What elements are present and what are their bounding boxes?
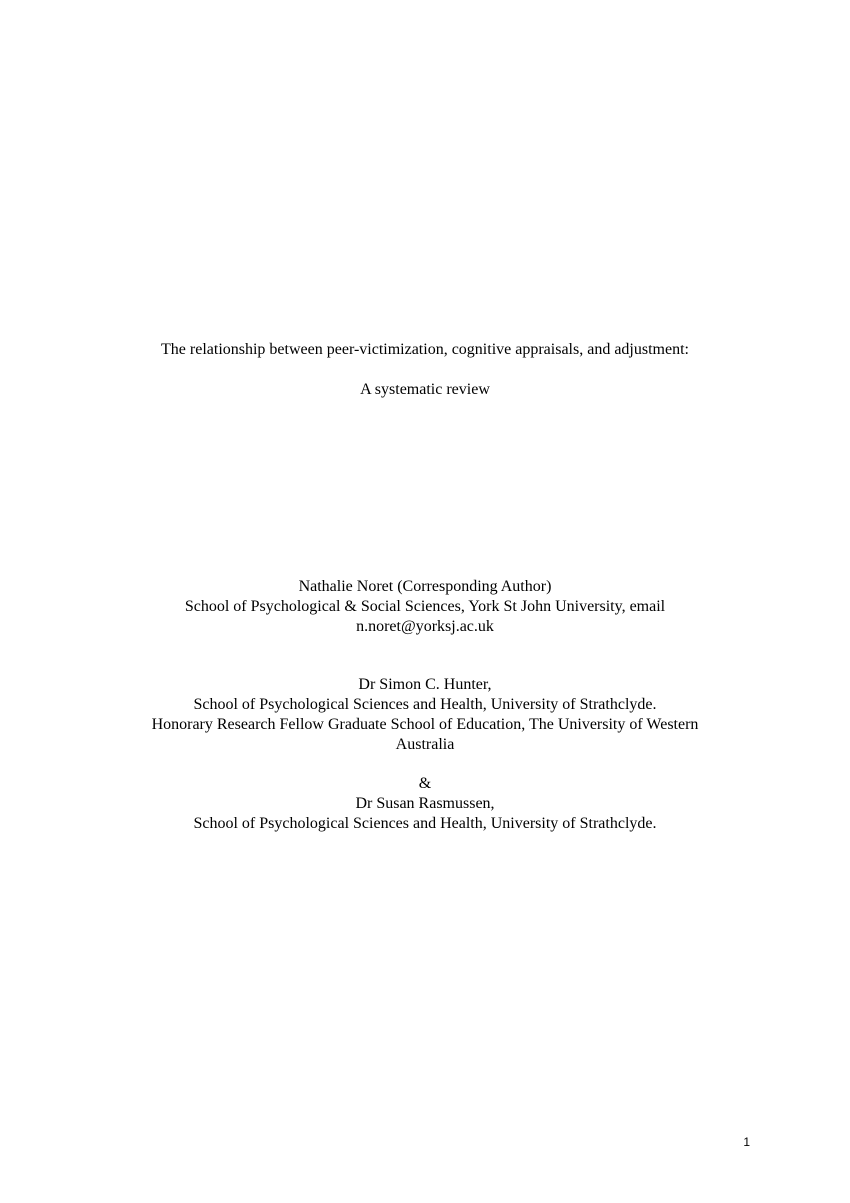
author-2-name: Dr Simon C. Hunter,	[358, 676, 492, 693]
page-number: 1	[743, 1135, 750, 1149]
author-separator: &	[418, 775, 432, 792]
title-line-1: The relationship between peer-victimization, cognitive appraisals, and adjustment:	[161, 341, 689, 358]
author-1-name: Nathalie Noret (Corresponding Author)	[298, 578, 552, 595]
author-2-honorary-affiliation-continued: Australia	[395, 736, 455, 753]
author-1-affiliation: School of Psychological & Social Sciences, York St John University, email	[184, 598, 666, 615]
author-2-honorary-affiliation: Honorary Research Fellow Graduate School of Education, The University of Western	[151, 716, 699, 733]
author-3-affiliation: School of Psychological Sciences and Health, University of Strathclyde.	[193, 815, 657, 832]
title-line-2: A systematic review	[360, 381, 490, 398]
author-1-email: n.noret@yorksj.ac.uk	[356, 618, 494, 635]
author-3-name: Dr Susan Rasmussen,	[355, 795, 495, 812]
author-2-affiliation: School of Psychological Sciences and Health, University of Strathclyde.	[193, 696, 657, 713]
